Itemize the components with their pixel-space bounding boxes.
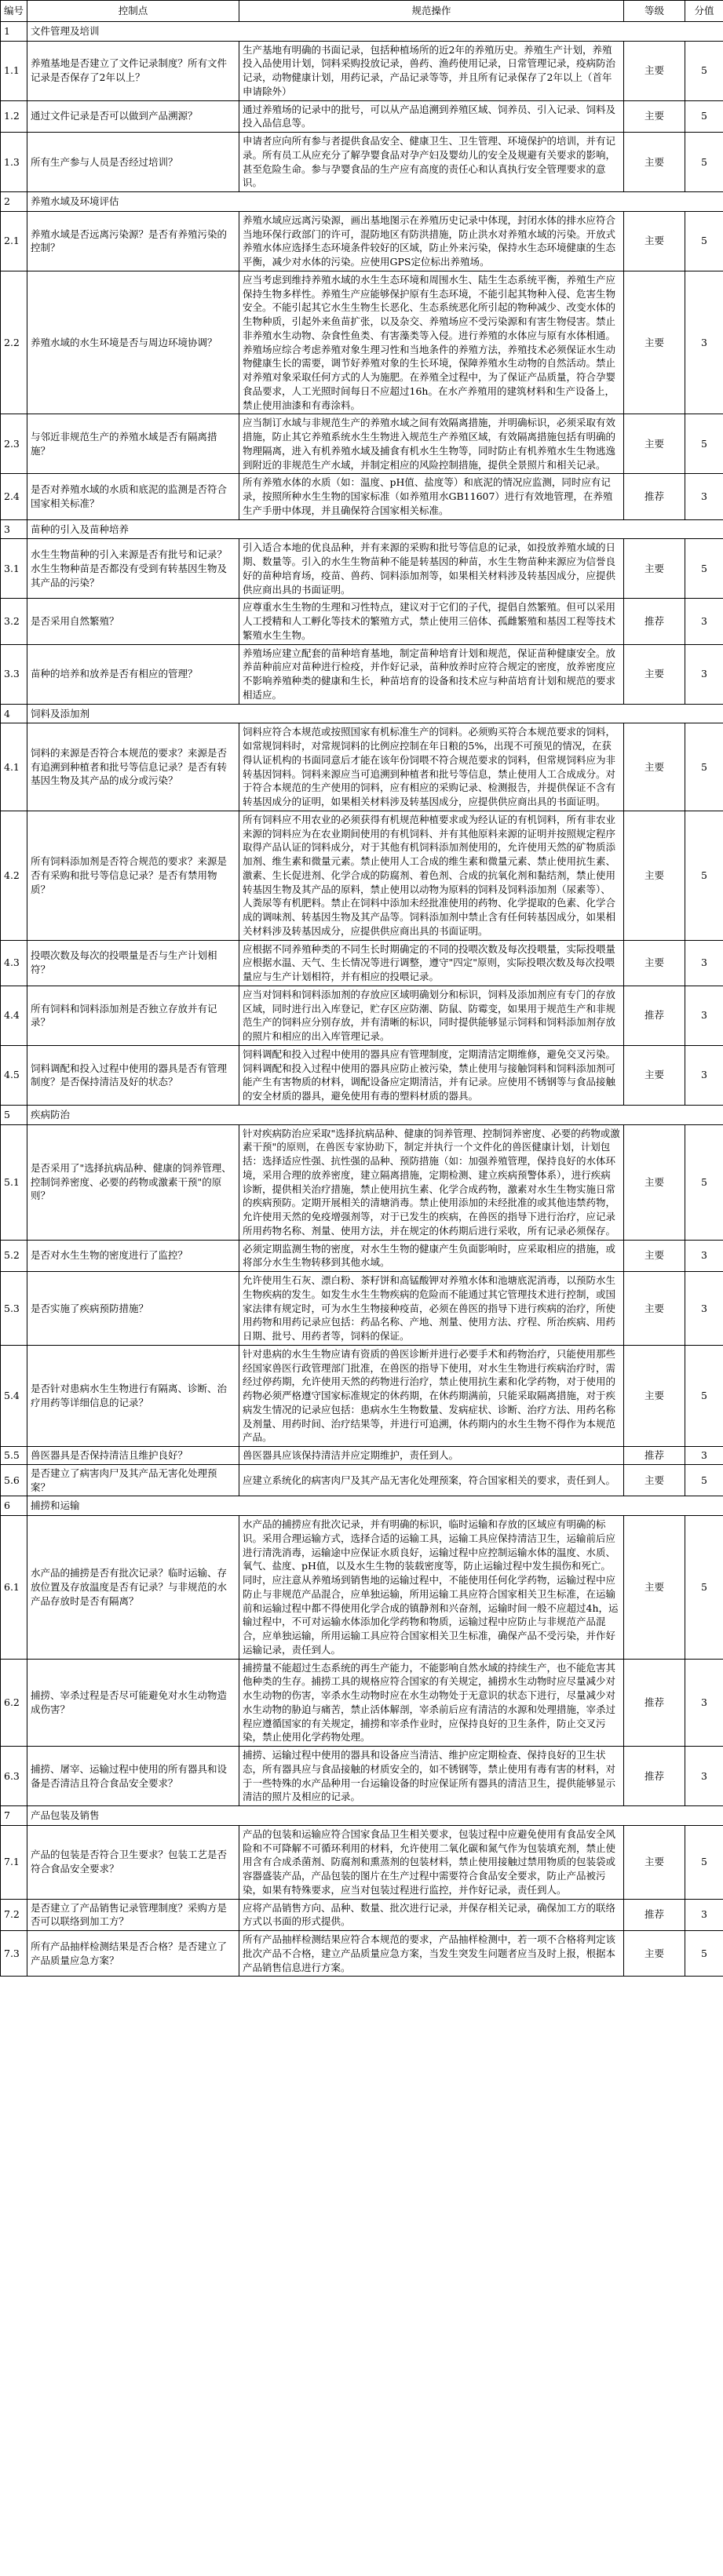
standard-operation: 应将产品销售方向、品种、数量、批次进行记录，并保存相关记录，确保加工方的联络方式以书面的形式提供。 xyxy=(239,1899,624,1931)
row-number: 1.1 xyxy=(1,41,27,100)
control-point: 是否采用了"选择抗病品种、健康的饲养管理、控制饲养密度、必要的药物或激素干预"的原则？ xyxy=(27,1124,239,1240)
table-row xyxy=(1,539,723,599)
standard-operation: 养殖水域应远离污染源，画出基地图示在养殖历史记录中体现，封闭水体的排水应符合当地环保行政部门的许可，混防地区有防洪措施，防止洪水对养殖水域的污染。开放式养殖水体应选择生态环境条件较好的区域，防止外来污染，保持水生态环境健康的生态平衡，减少对水体的污染。应使用GPS定位标出养殖场。 xyxy=(239,211,624,271)
header-score: 分值 xyxy=(685,1,723,22)
section-title: 文件管理及培训 xyxy=(27,21,723,41)
section-row xyxy=(1,192,723,212)
standard-operation: 应建立系统化的病害肉尸及其产品无害化处理预案，符合国家相关的要求，责任到人。 xyxy=(239,1464,624,1496)
standard-operation: 产品的包装和运输应符合国家食品卫生相关要求，包装过程中应避免使用有食品安全风险和不可降解不可循环利用的材料，允许使用二氧化碳和氮气作为包装填充剂，禁止使用含有合成杀菌剂、防腐剂和熏蒸剂的包装材料，禁止使用接触过禁用物质的包装袋或容器盛装产品，产品包装的图片在生产过程中需要符合食品安全要求，防止产品被污染，如果有特殊要求，应当对包装过程进行监控，并作好记录，责任到人。 xyxy=(239,1825,624,1899)
standard-operation: 针对患病的水生生物应请有资质的兽医诊断并进行必要手术和药物治疗，只能使用那些经国家兽医行政管理部门批准，在兽医的指导下使用，对水生生物进行疾病治疗时，需经过停药期，允许使用天然的药物进行治疗，禁止使用抗生素和化学药物，对于使用的药物必须严格遵守国家标准规定的休药期，在休药期满前，只能采取隔离措施，对于疾病发生情况的记录应包括：患病水生生物数量、发病症状、诊断、治疗方法、用药名称及剂量、用药时间、治疗结果等，并进行可追溯，休药期内的水生生物不得作为本规范产品。 xyxy=(239,1345,624,1446)
standard-operation: 必须定期监测生物的密度，对水生生物的健康产生负面影响时，应采取相应的措施，或将部分水生生物转移到其他水域。 xyxy=(239,1240,624,1272)
table-row xyxy=(1,1825,723,1899)
score-value: 3 xyxy=(685,986,723,1045)
score-value: 3 xyxy=(685,599,723,644)
row-number: 5.5 xyxy=(1,1447,27,1465)
control-point: 与邻近非规范生产的养殖水域是否有隔离措施？ xyxy=(27,414,239,474)
section-number: 7 xyxy=(1,1806,27,1826)
table-row xyxy=(1,1464,723,1496)
score-value: 3 xyxy=(685,474,723,519)
standard-operation: 所有养殖水体的水质（如：温度、pH值、盐度等）和底泥的情况应监测，同时应有记录，按照所种水生生物的国家标准（如养殖用水GB11607）进行有效地管理，在养殖生产手册中体现，并且确保符合国家相关标准。 xyxy=(239,474,624,519)
score-value: 5 xyxy=(685,1825,723,1899)
control-point: 是否实施了疾病预防措施？ xyxy=(27,1272,239,1346)
table-row xyxy=(1,940,723,986)
section-number: 3 xyxy=(1,519,27,539)
table-body xyxy=(1,21,723,1977)
section-row xyxy=(1,21,723,41)
score-value: 3 xyxy=(685,271,723,414)
table-row xyxy=(1,986,723,1045)
standard-operation: 生产基地有明确的书面记录，包括种植场所的近2年的养殖历史。养殖生产计划，养殖投入品使用计划，饲料采购投放记录，兽药、渔药使用记录，日常管理记录，疫病防治记录，动物健康计划，用药记录，产品记录等等，并且所有记录保存了2年以上（首年申请除外） xyxy=(239,41,624,100)
table-row xyxy=(1,1345,723,1446)
section-number: 5 xyxy=(1,1105,27,1124)
control-point: 苗种的培养和放养是否有相应的管理？ xyxy=(27,644,239,704)
score-value: 5 xyxy=(685,100,723,133)
level-badge: 推荐 xyxy=(624,599,685,644)
level-badge: 主要 xyxy=(624,100,685,133)
table-row xyxy=(1,474,723,519)
header-no: 编号 xyxy=(1,1,27,22)
row-number: 5.2 xyxy=(1,1240,27,1272)
standard-operation: 针对疾病防治应采取"选择抗病品种、健康的饲养管理、控制饲养密度、必要的药物或激素干预"的原则，在兽医专家协助下，制定并执行一个文件化的兽医健康计划，计划包括：选择适应性强、抗性强的品种、预防措施（如：加强养殖管理，保持良好的水体环境，采用合理的放养密度，建立隔离措施，定期检测、建立疾病预警体系），进行疾病诊断，提供相关治疗措施，禁止使用抗生素、化学合成药物，激素对水生生物实施日常的疾病预防。定期开展相关的清塘消毒。禁止使用添加的未经批准的或其他违禁药物，允许使用天然的免疫增强剂等，对于已发生的疾病，在兽医的指导下进行治疗，应记录所用药物名称、剂量、使用方法，并在规定的休药期后进行采收，所有记录必须保存。 xyxy=(239,1124,624,1240)
table-row xyxy=(1,1899,723,1931)
control-point: 产品的包装是否符合卫生要求？包装工艺是否符合食品安全要求？ xyxy=(27,1825,239,1899)
level-badge: 主要 xyxy=(624,1124,685,1240)
table-row xyxy=(1,271,723,414)
standard-operation: 水产品的捕捞应有批次记录，并有明确的标识，临时运输和存放的区域应有明确的标识。采用合理运输方式，选择合适的运输工具，运输工具应保持清洁卫生，运输前后应进行清洗消毒，运输途中应保证水质良好，运输过程中应控制运输水体的温度、水质、氧气、盐度、pH值，以及水生生物的装载密度等，防止运输过程中发生损伤和死亡。同时，应注意从养殖场到销售地的运输过程中，不能使用任何化学药物，运输过程中应防止与非规范产品混合，应单独运输，所用运输工具应符合国家相关卫生标准，在运输前和运输过程中都不得使用化学合成的镇静剂和兴奋剂，运输时间一般不应超过4h，运输过程中，不可对运输水体添加化学药物和物质，运输过程中应防止与非规范产品混合，应单独运输，所用运输工具应符合国家相关卫生标准，确保产品不受污染，并作好运输记录，责任到人。 xyxy=(239,1516,624,1660)
control-point: 所有饲料和饲料添加剂是否独立存放并有记录？ xyxy=(27,986,239,1045)
standard-operation: 应当对饲料和饲料添加剂的存放应区域明确划分和标识，饲料及添加剂应有专门的存放区域，同时进行出入库登记，贮存区应防潮、防鼠、防霉变，如果用于规范生产和非规范生产的饲料应分别存放，并有清晰的标识，同时提供能够显示饲料和饲料添加剂存放的照片和相应的出入库管理记录。 xyxy=(239,986,624,1045)
row-number: 7.3 xyxy=(1,1931,27,1977)
row-number: 3.3 xyxy=(1,644,27,704)
score-value: 5 xyxy=(685,539,723,599)
table-row xyxy=(1,41,723,100)
table-row xyxy=(1,1659,723,1747)
header-level: 等级 xyxy=(624,1,685,22)
section-row xyxy=(1,1806,723,1826)
score-value: 5 xyxy=(685,41,723,100)
level-badge: 推荐 xyxy=(624,474,685,519)
score-value: 3 xyxy=(685,1240,723,1272)
section-title: 饲料及添加剂 xyxy=(27,704,723,723)
row-number: 6.3 xyxy=(1,1747,27,1806)
level-badge: 主要 xyxy=(624,133,685,192)
control-point: 捕捞、屠宰、运输过程中使用的所有器具和设备是否清洁且符合食品安全要求？ xyxy=(27,1747,239,1806)
row-number: 7.2 xyxy=(1,1899,27,1931)
row-number: 1.3 xyxy=(1,133,27,192)
row-number: 5.6 xyxy=(1,1464,27,1496)
level-badge: 主要 xyxy=(624,1045,685,1105)
standard-operation: 兽医器具应该保持清洁并应定期维护，责任到人。 xyxy=(239,1447,624,1465)
control-point: 是否建立了病害肉尸及其产品无害化处理预案？ xyxy=(27,1464,239,1496)
level-badge: 主要 xyxy=(624,1345,685,1446)
level-badge: 主要 xyxy=(624,1825,685,1899)
section-number: 4 xyxy=(1,704,27,723)
row-number: 3.1 xyxy=(1,539,27,599)
row-number: 6.2 xyxy=(1,1659,27,1747)
standard-operation: 饲料应符合本规范或按照国家有机标准生产的饲料。必须购买符合本规范要求的饲料，如常规饲料时，对常规饲料的比例应控制在年日粮的5%，出现不可预见的情况，在获得认证机构的书面同意后才能在该年份饲喂不符合规范要求的饲料，但常规饲料应为非转基因饲料。饲料来源应当可追溯到种植者和批号等信息，禁止使用人工合成成分。对于符合本规范的生产使用的饲料，应有相应的采购记录、检测报告，并提供保证不含有转基因成分的证明，如果相关材料涉及转基因成分，应提供供应商出具的书面证明。 xyxy=(239,723,624,811)
table-row xyxy=(1,1447,723,1465)
control-point: 饲料的来源是否符合本规范的要求？来源是否有追溯到种植者和批号等信息记录？是否有转基因生物及其产品的成分或污染？ xyxy=(27,723,239,811)
table-row xyxy=(1,1516,723,1660)
row-number: 4.5 xyxy=(1,1045,27,1105)
standard-operation: 引入适合本地的优良品种，并有来源的采购和批号等信息的记录，如投放养殖水域的日期、数量等。引入的水生生物苗种不能是转基因的种苗，水生生物苗种来源应为信誉良好的苗种培育场，疫苗、兽药、饲料添加剂等，如果相关材料涉及转基因成分，应提供供应商出具的书面证明。 xyxy=(239,539,624,599)
score-value: 5 xyxy=(685,1931,723,1977)
control-point: 是否采用自然繁殖？ xyxy=(27,599,239,644)
control-point: 养殖水域是否远离污染源？是否有养殖污染的控制？ xyxy=(27,211,239,271)
section-row xyxy=(1,704,723,723)
standard-operation: 申请者应向所有参与者提供食品安全、健康卫生、卫生管理、环境保护的培训，并有记录。所有员工从应充分了解孕婴食品对孕产妇及婴幼儿的安全及规避有关要求的影响，甚至危险生命。参与孕婴食品的生产应有高度的责任心和认真执行安全管理要求的意识。 xyxy=(239,133,624,192)
row-number: 4.1 xyxy=(1,723,27,811)
table-row xyxy=(1,211,723,271)
control-point: 所有生产参与人员是否经过培训？ xyxy=(27,133,239,192)
control-point: 通过文件记录是否可以做到产品溯源？ xyxy=(27,100,239,133)
score-value: 3 xyxy=(685,1659,723,1747)
standard-operation: 养殖场应建立配套的苗种培育基地，制定苗种培育计划和规范，保证苗种健康安全。放养苗种前应对苗种进行检疫，并作好记录，苗种放养时应符合规定的密度，放养密度应不影响养殖种类的健康和生长，种苗培育的设备和技术应与种苗培育计划和规范的要求相适应。 xyxy=(239,644,624,704)
standard-operation: 应当制订水域与非规范生产的养殖水域之间有效隔离措施，并明确标识，必须采取有效措施，防止其它养殖系统水生生物进入规范生产养殖区域，有效隔离措施包括有明确的物理隔离，进入有机养殖水域及捕食有机水生生物等，同时防止有机养殖水生生物逃逸到附近的非规范生产水域，并制定相应的风险控制措施，提供全景照片和相关记录。 xyxy=(239,414,624,474)
control-point: 所有产品抽样检测结果是否合格？是否建立了产品质量应急方案？ xyxy=(27,1931,239,1977)
control-point: 捕捞、宰杀过程是否尽可能避免对水生动物造成伤害？ xyxy=(27,1659,239,1747)
standard-operation: 饲料调配和投入过程中使用的器具应有管理制度，定期清洁定期维修，避免交叉污染。饲料调配和投入过程中使用的器具应防止被污染，禁止使用与接触饲料和饲料添加剂可能产生有害物质的材料，调配设备应定期清洁，并有记录。应使用不锈钢等与食品接触的安全材质的器具，避免使用有毒的塑料材质的器具。 xyxy=(239,1045,624,1105)
row-number: 7.1 xyxy=(1,1825,27,1899)
section-title: 养殖水域及环境评估 xyxy=(27,192,723,212)
table-row xyxy=(1,100,723,133)
level-badge: 主要 xyxy=(624,539,685,599)
level-badge: 主要 xyxy=(624,271,685,414)
control-point: 养殖水域的水生环境是否与周边环境协调？ xyxy=(27,271,239,414)
control-point: 水产品的捕捞是否有批次记录？临时运输、存放位置及存放温度是否有记录？与非规范的水产品存放时是否有隔离？ xyxy=(27,1516,239,1660)
section-number: 1 xyxy=(1,21,27,41)
level-badge: 主要 xyxy=(624,723,685,811)
standard-operation: 通过养殖场的记录中的批号，可以从产品追溯到养殖区域、饲养员、引入记录、饲料及投入品信息等。 xyxy=(239,100,624,133)
level-badge: 主要 xyxy=(624,414,685,474)
section-title: 产品包装及销售 xyxy=(27,1806,723,1826)
standard-operation: 应当考虑到维持养殖水域的水生生态环境和周围水生、陆生生态系统平衡，养殖生产应保持生物多样性。养殖生产应能够保护原有生态环境，不能引起其物种入侵、危害生物安全。不能引起其它水生生物生长恶化、生态系统恶化所引起的物种减少、改变水体的生物种质，引起外来鱼苗扩张，以及杂交、养殖场应不受污染源和有害生物侵害。禁止非养殖水生动物、杂食性鱼类、有害藻类等入侵。进行养殖的水体应与原有水体相通。养殖场应综合考虑养殖对象生理习性和当地条件的养殖方法，养殖技术必须保证水生动物健康生长的需要，调节好养殖对象的生长环境，保障养殖水生动物的自然活动。禁止对养殖对象采取任何方式的人为施肥。在养殖全过程中，为了保证产品质量，符合孕婴食品要求，人工光照时间每日不应超过16h。在水产养殖用的建筑材料和生产设备上，禁止使用油漆和有毒涂料。 xyxy=(239,271,624,414)
standard-operation: 捕捞量不能超过生态系统的再生产能力，不能影响自然水域的持续生产，也不能危害其他种类的生存。捕捞工具的规格应符合国家的有关规定，捕捞水生动物时应尽量减少对水生动物的伤害，宰杀水生动物时应在水生动物处于无意识的状态下进行，尽量减少对水生动物的胁迫与痛苦，禁止活体解剖，宰杀前后应有清洁的水源和处理措施，宰杀过程应遵循国家的有关规定，捕捞和宰杀作业时，应保持良好的卫生条件，防止交叉污染，禁止使用化学药物处理。 xyxy=(239,1659,624,1747)
score-value: 3 xyxy=(685,1272,723,1346)
standard-operation: 所有产品抽样检测结果应符合本规范的要求，产品抽样检测中，若一项不合格将判定该批次产品不合格，建立产品质量应急方案，当发生突发生问题者应当及时上报，根据本产品销售信息进行方案。 xyxy=(239,1931,624,1977)
row-number: 2.4 xyxy=(1,474,27,519)
score-value: 3 xyxy=(685,1899,723,1931)
standard-operation: 捕捞、运输过程中使用的器具和设备应当清洁、维护应定期检查、保持良好的卫生状态，所有器具应与食品接触的材质安全的，如不锈钢等，禁止使用有毒有害的材料，对于一些特殊的水产品种用一台运输设备的时应保证所有器具的清洁卫生，提供能够显示清洁的照片及相应的记录。 xyxy=(239,1747,624,1806)
score-value: 5 xyxy=(685,1516,723,1660)
section-title: 疾病防治 xyxy=(27,1105,723,1124)
control-point: 是否针对患病水生生物进行有隔离、诊断、治疗用药等详细信息的记录？ xyxy=(27,1345,239,1446)
level-badge: 主要 xyxy=(624,1272,685,1346)
table-row xyxy=(1,1931,723,1977)
row-number: 4.2 xyxy=(1,811,27,940)
score-value: 5 xyxy=(685,133,723,192)
score-value: 3 xyxy=(685,940,723,986)
header-control-point: 控制点 xyxy=(27,1,239,22)
score-value: 5 xyxy=(685,1464,723,1496)
level-badge: 主要 xyxy=(624,1240,685,1272)
table-row xyxy=(1,599,723,644)
table-row xyxy=(1,811,723,940)
row-number: 2.1 xyxy=(1,211,27,271)
section-title: 苗种的引入及苗种培养 xyxy=(27,519,723,539)
standard-operation: 允许使用生石灰、漂白粉、茶籽饼和高锰酸钾对养殖水体和池塘底泥消毒，以预防水生生物疾病的发生。如发生水生生物疾病的危险而不能通过其它管理技术进行控制，或国家法律有规定时，可为水生生物接种疫苗，必须在兽医的指导下进行疾病的治疗，所使用药物和用药记录应包括：药品名称、产地、剂量、使用方法、疗程、所治疾病、用药日期、批号、用药者等，饲料的保证。 xyxy=(239,1272,624,1346)
control-point: 所有饲料添加剂是否符合规范的要求？来源是否有采购和批号等信息记录？是否有禁用物质？ xyxy=(27,811,239,940)
control-point: 饲料调配和投入过程中使用的器具是否有管理制度？是否保持清洁及好的状态？ xyxy=(27,1045,239,1105)
section-row xyxy=(1,1105,723,1124)
level-badge: 主要 xyxy=(624,211,685,271)
row-number: 3.2 xyxy=(1,599,27,644)
score-value: 3 xyxy=(685,1747,723,1806)
level-badge: 推荐 xyxy=(624,986,685,1045)
level-badge: 主要 xyxy=(624,811,685,940)
row-number: 1.2 xyxy=(1,100,27,133)
control-point: 投喂次数及每次的投喂量是否与生产计划相符？ xyxy=(27,940,239,986)
row-number: 5.4 xyxy=(1,1345,27,1446)
level-badge: 主要 xyxy=(624,41,685,100)
control-point: 兽医器具是否保持清洁且维护良好？ xyxy=(27,1447,239,1465)
row-number: 6.1 xyxy=(1,1516,27,1660)
score-value: 3 xyxy=(685,1447,723,1465)
control-point: 养殖基地是否建立了文件记录制度？所有文件记录是否保存了2年以上？ xyxy=(27,41,239,100)
table-row xyxy=(1,1240,723,1272)
level-badge: 主要 xyxy=(624,1516,685,1660)
row-number: 5.1 xyxy=(1,1124,27,1240)
score-value: 5 xyxy=(685,1124,723,1240)
level-badge: 主要 xyxy=(624,1931,685,1977)
control-point: 是否对养殖水域的水质和底泥的监测是否符合国家相关标准？ xyxy=(27,474,239,519)
row-number: 4.4 xyxy=(1,986,27,1045)
table-row xyxy=(1,723,723,811)
control-point: 水生生物苗种的引入来源是否有批号和记录？水生生物种苗是否都没有受到有转基因生物及其产品的污染？ xyxy=(27,539,239,599)
table-row xyxy=(1,133,723,192)
control-point: 是否建立了产品销售记录管理制度？采购方是否可以联络到加工方？ xyxy=(27,1899,239,1931)
row-number: 5.3 xyxy=(1,1272,27,1346)
table-row xyxy=(1,1272,723,1346)
section-row xyxy=(1,519,723,539)
level-badge: 推荐 xyxy=(624,1447,685,1465)
score-value: 3 xyxy=(685,1045,723,1105)
score-value: 5 xyxy=(685,811,723,940)
score-value: 5 xyxy=(685,1345,723,1446)
table-header xyxy=(1,1,723,22)
section-row xyxy=(1,1496,723,1516)
section-number: 6 xyxy=(1,1496,27,1516)
score-value: 5 xyxy=(685,723,723,811)
header-standard-operation: 规范操作 xyxy=(239,1,624,22)
standard-operation: 应尊重水生生物的生理和习性特点，建议对于它们的子代，提倡自然繁殖。但可以采用人工授精和人工孵化等技术的繁殖方式，禁止使用三倍体、孤雌繁殖和基因工程等技术繁殖水生生物。 xyxy=(239,599,624,644)
level-badge: 主要 xyxy=(624,1464,685,1496)
score-value: 5 xyxy=(685,414,723,474)
row-number: 2.2 xyxy=(1,271,27,414)
section-title: 捕捞和运输 xyxy=(27,1496,723,1516)
level-badge: 推荐 xyxy=(624,1899,685,1931)
level-badge: 主要 xyxy=(624,644,685,704)
section-number: 2 xyxy=(1,192,27,212)
level-badge: 推荐 xyxy=(624,1747,685,1806)
level-badge: 推荐 xyxy=(624,1659,685,1747)
table-row xyxy=(1,1747,723,1806)
control-point: 是否对水生生物的密度进行了监控？ xyxy=(27,1240,239,1272)
row-number: 2.3 xyxy=(1,414,27,474)
row-number: 4.3 xyxy=(1,940,27,986)
level-badge: 主要 xyxy=(624,940,685,986)
score-value: 5 xyxy=(685,211,723,271)
standard-operation: 所有饲料应不用农业的必须获得有机规范种植要求或为经认证的有机饲料，所有非农业来源的饲料应为在农业期间使用的有机饲料、并有其他原料来源的证明并按照规定程序取得产品认证的饲料成分，对于其他有机饲料添加剂使用的，允许使用天然的矿物质添加剂、维生素和微量元素。禁止使用人工合成的维生素和微量元素、禁止使用抗生素、激素、生长促进剂、化学合成的防腐剂、着色剂、合成的抗氧化剂和黏结剂，禁止使用转基因生物及其产品的原料，禁止使用以动物为原料的饲料及饲料添加剂（尿素等）、人粪尿等有机肥料。禁止在饲料中添加未经批准使用的药物、化学提取的色素、化学合成的调味剂、转基因生物及其产品等。饲料添加剂中禁止含有任何转基因成分，如果相关材料涉及转基因成分，应提供供应商出具的书面证明。 xyxy=(239,811,624,940)
table-row xyxy=(1,1045,723,1105)
standard-operation: 应根据不同养殖种类的不同生长时期确定的不同的投喂次数及每次投喂量，实际投喂量应根据水温、天气、生长情况等进行调整，遵守"四定"原则，实际投喂次数及每次投喂量应与生产计划相符，并有相应的投喂记录。 xyxy=(239,940,624,986)
score-value: 3 xyxy=(685,644,723,704)
table-row xyxy=(1,644,723,704)
table-row xyxy=(1,414,723,474)
table-row xyxy=(1,1124,723,1240)
